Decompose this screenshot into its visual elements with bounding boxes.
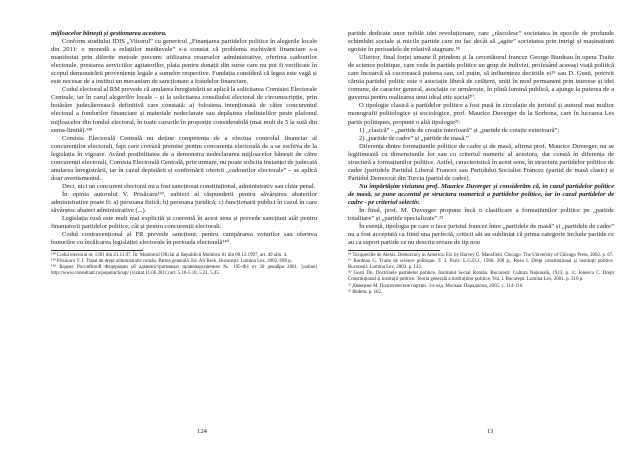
- paragraph: Diferența dintre formațiunile politice de cadre și de masă, afirma prof. Maurice Duverger, nu se legitimează cu dimensiunile lor sau cu criteriul numeric al acestora, dar constă în diferența de structură a formațiunilor politice. Astfel, caracteristică în acest sens, în structura partidelor politice de cadre (partidele Partidul Liberal Francez sau Partidului Socialist Francez (partid de masă clasic) și Partidul Democrat din Turcia (partid de cadre).: [348, 142, 614, 182]
- paragraph: În opinia autorului V. Prisăcaru¹³⁹, subiect al răspunderii pentru săvârșirea abaterilor administrative poate fi: a) persoana fizică; b) persoana juridică; c) funcționarii publici în cazul în care săvârșesc abateri administrative (...).: [51, 190, 317, 215]
- footnote: ¹³⁸ Codul electoral nr. 1381 din 21.11.97. În: Monitorul Oficial al Republicii Moldova 81 din 08.12.1997, art. 49 alin. 4.: [51, 253, 288, 259]
- paragraph: Codul electoral al RM prevede că anularea înregistrării se aplică la solicitarea Comisiei Electorale Centrale, iar în cazul alegerilor locale – și la solicitarea consiliului electoral de circumscripție, prin hotărâre judecătorească definitivă care constată: a) folosirea intenționată de către concurentul electoral a fondurilor financiare și materiale nedeclarate sau depășirea cheltuielilor peste plafonul mijloacelor din fondul electoral, în toate cazurile în proporție considerabilă (mai mult de 5 la sută din suma-limită).¹³⁸: [51, 86, 317, 134]
- footnote: ¹⁴⁰ Кодекс Российской Федерации об административных правонарушениях № 195-ФЗ от 30 декабря 2001. [online] http://www.consultant.ru/popular/koap/ (vizitat 11.06.2011) art. 5.16-5.18, 5.21, 5.45.: [51, 265, 317, 277]
- right-page: [348, 30, 614, 444]
- page-number: 124: [197, 428, 207, 435]
- paragraph: În final, prof. M. Duverger propune încă o clasificare a formațiunilor politice pe „partide totalitare” și „partide specializate”.²²: [348, 207, 614, 223]
- footnote: ¹⁸ Tocqueville de Alexis. Democracy in America. Ed. by Harvey C. Mansfield. Chicago: The University of Chicago Press, 2002. p. 67.: [348, 253, 614, 259]
- page-number: 13: [486, 428, 494, 435]
- paragraph: Ulterior, final forței umane îl prindem și la cercetătorul francez George Burdeau în opera Traite de science politique, care vede în partide politice un grup de indivizi, profesând aceeași viață politică care încearcă să cucerească puterea sau, cel puțin, să influențeze deciziile ei¹⁹ sau D. Gusti, potrivit căruia partidul politic este o asociație liberă de cetățeni, uniți în mod permanent prin interese și idei comune, de caracter general, asociație ce urmărește, în plină lumină publică, a ajunge la puterea de a guverna pentru realizarea unui ideal etic social²⁰.: [348, 54, 614, 102]
- paragraph: Codul contravențional al FR prevede sancțiuni: pentru cumpărarea voturilor sau oferirea bunurilor cu încălcarea legislației electorale în perioada electorală¹⁴⁰.: [51, 231, 317, 247]
- footnote-divider: [51, 250, 143, 251]
- footnote: ¹⁹ Burdeau G. Traite de science politique. T. 3. Paris: L.G.D.J., 1968. 208 p.; Rusu I. Drept constituțional și instituții politice. București: Lumina Lex, 2003. p. 142.: [348, 259, 614, 271]
- paragraph: 2) „partide de cadre” și „partide de masă.”: [359, 134, 469, 142]
- left-page: [51, 30, 317, 444]
- paragraph: partide dedicate unor nobile idei revoluționare, care „răscolesc” societatea în epocile de profunde schimbări sociale și micile partide care nu fac decât să „agite” societatea prin intrigi și mașinațiuni egoiste în perioadele de relativă stagnare.¹⁸: [348, 30, 614, 54]
- paragraph: Conform studiului IDIS „Viitorul” cu genericul „Finanțarea partidelor politice în alegerile locale din 2011: o monedă a relațiilor medievale” s-a constat că problema eschivării financiare s-a manifestat prin diferite metode precum: utilizarea resurselor administrative, oferirea cadourilor electorale, prestarea serviciilor agitatorilor, plata pentru donații din surse care nu pot fi verificate în scopul demonstrării proveniențe legale a sumelor respective. Fundația consideră că legea este vagă și este necesar de a institui un mecanism de sancționare a fraudelor financiare.: [51, 38, 317, 86]
- footnote-divider: [348, 250, 440, 251]
- paragraph: Comisia Electorală Centrală nu deține competența de a efectua controlul financiar al concurenților electorali, fapt care creează premise pentru concurența electorală de a se eschiva de la legislația în vigoare. Având posibilitatea de a demonstra nedeclararea mijloacelor bănești de către concurenții electorali, Comisia Electorală Centrală, prin urmare, nu poate solicita instanței de judecată anularea înregistrării, iar în cazul depistării și confirmării oferirii „cadourilor electorale” – se aplică doar avertismentul.: [51, 134, 317, 182]
- paragraph-emphasis: Nu împărtășim viziunea prof. Maurice Duverger și considerăm că, în cazul partidelor politice de masă, se pune accentul pe structura numerică a partidelor politice, iar în cazul partidelor de cadre - pe criteriul selectiv.: [348, 182, 614, 206]
- footnote: ¹³⁹ Prisăcaru V. I. Tratat de drept administrativ român. Partea generală. Ed. All Beck, București: Lumina Lex, 2002. 698 p.: [51, 259, 292, 265]
- paragraph: În esență, tipologia pe care o face juristul francez între „partidele de masă” și „partidele de cadre” nu a fost acceptată ca fiind una perfectă, criticii săi au subliniat că prima categorie include partide ce au ca suport partide ce nu descriu eroare de tip nou: [348, 223, 614, 247]
- paragraph: Deci, nici un concurent electoral nu a fost sancționat constituțional, administrativ sau chiar penal.: [62, 182, 316, 190]
- paragraph: Legislația rusă este mult mai explicită și coerentă în acest sens și prevede sancțiuni atât pentru finanțatorii partidelor politice, cât și pentru concurenții electorali.: [51, 215, 317, 231]
- footnote: ²² Ibidem, p. 162.: [348, 289, 383, 295]
- paragraph: 1) „clasică” - „partide de creație interioară” și „partide de creație exterioară”;: [359, 126, 560, 134]
- footnote: ²⁰ Gusti Dn. Doctrinele partidelor politice, Institutul Social Român. București: Cultura Națională, 1923, p. 4.; Ionescu C. Drept Constituțional și instituții politice. Teoria generală a instituțiilor politice. Vol. I. București: Lumina Lex, 2001. p. 310 p.: [348, 271, 614, 283]
- section-heading: mijloacelor bănești și gestionarea acestora.: [51, 30, 167, 37]
- paragraph: O tipologie clasică a partidelor politice a fost pusă în circulație de juristul și autorul mai multor monografii politologice și sociologice, prof. Maurice Duverger de la Sorbona, care în lucrarea Les partis politiques, propune o altă tipologie²¹:: [348, 102, 614, 126]
- footnote: ²¹ Дюверже М. Политические партии. 3-е изд. Москва: Парадигма, 2005. с. 114-116.: [348, 283, 524, 289]
